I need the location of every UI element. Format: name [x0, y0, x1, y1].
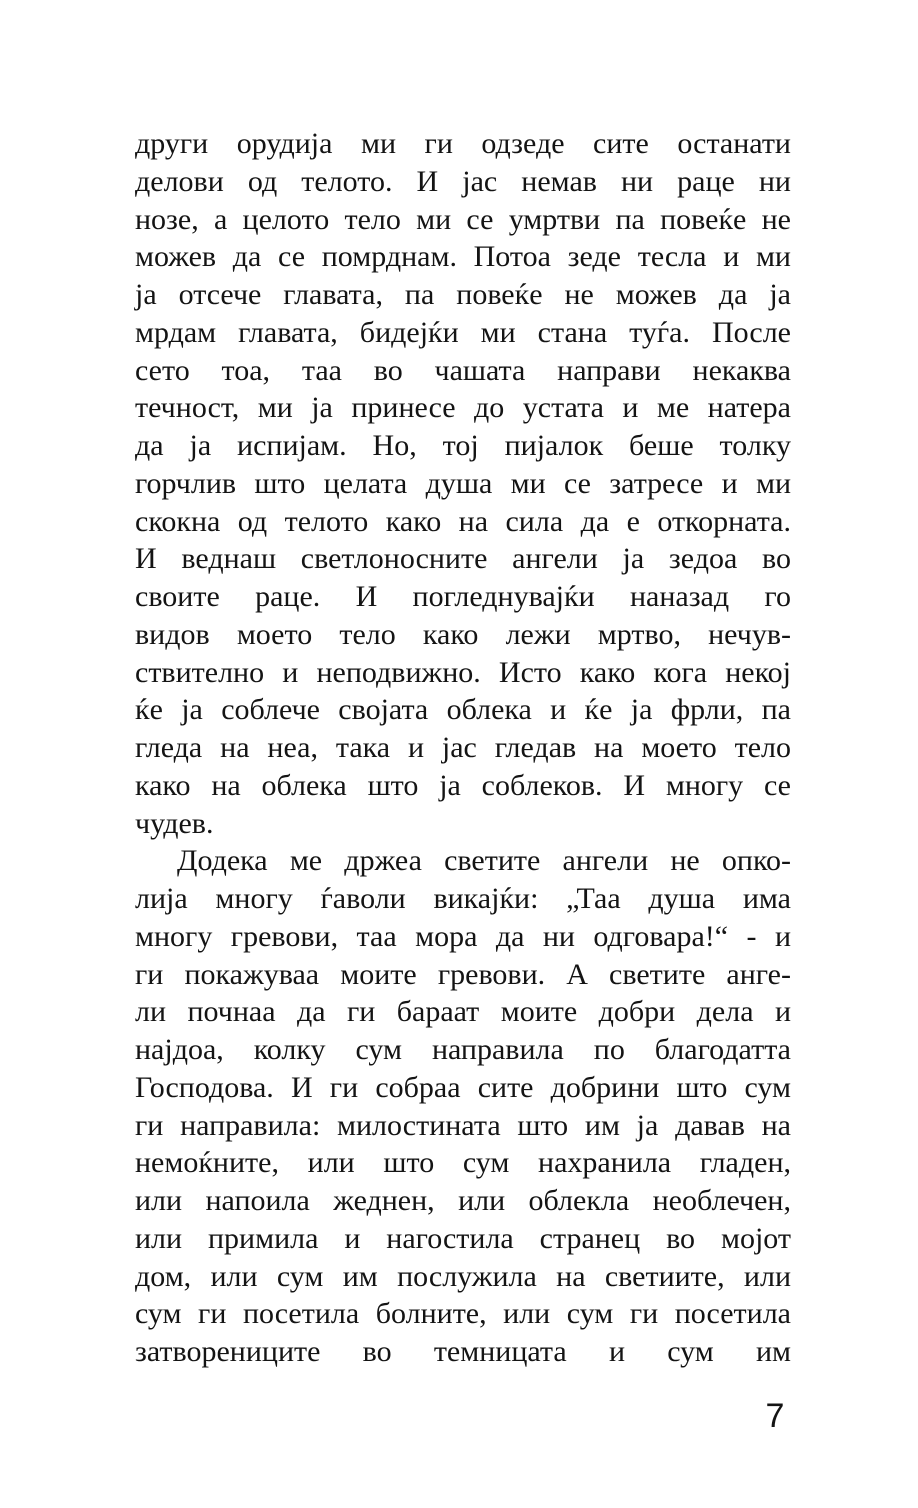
- text-line: дом, или сум им послужила на светиите, или: [135, 1259, 791, 1293]
- text-line: ствително и неподвижно. Исто како кога некој: [135, 655, 791, 689]
- text-line: Господова. И ги собраа сите добрини што сум: [135, 1070, 791, 1104]
- text-line: или примила и нагостила странец во мојот: [135, 1221, 791, 1255]
- text-block: [135, 125, 791, 1371]
- text-line: ги направила: милостината што им ја давав на: [135, 1108, 791, 1142]
- text-line: видов моето тело како лежи мртво, нечув-: [135, 617, 791, 651]
- text-line: да ја испијам. Но, тој пијалок беше толку: [135, 429, 791, 462]
- text-line: најдоа, колку сум направила по благодатта: [135, 1033, 791, 1066]
- text-line: делови од телото. И јас немав ни раце ни: [135, 164, 791, 198]
- text-line: сето тоа, таа во чашата направи некаква: [135, 353, 791, 387]
- text-line: немоќните, или што сум нахранила гладен,: [135, 1146, 791, 1180]
- text-line: нозе, а целото тело ми се умртви па повеќе не: [135, 202, 791, 236]
- text-line: ја отсече главата, па повеќе не можев да ја: [135, 278, 791, 311]
- text-line: други орудија ми ги одзеде сите останати: [135, 127, 791, 160]
- text-line: можев да се помрднам. Потоа зеде тесла и ми: [135, 240, 791, 274]
- text-line: ли почнаа да ги бараат моите добри дела и: [135, 995, 791, 1029]
- text-line: течност, ми ја принесе до устата и ме натера: [135, 391, 791, 425]
- text-line: И веднаш светлоносните ангели ја зедоа во: [135, 542, 791, 576]
- text-line: ги покажуваа моите гревови. А светите анге-: [135, 957, 791, 991]
- text-line: чудев.: [135, 806, 214, 840]
- text-line: своите раце. И погледнувајќи наназад го: [135, 580, 791, 613]
- text-line: затворениците во темницата и сум им: [135, 1335, 791, 1368]
- text-line: сум ги посетила болните, или сум ги посетила: [135, 1297, 791, 1331]
- text-line: Додека ме држеа светите ангели не опко-: [177, 844, 791, 878]
- text-line: скокна од телото како на сила да е откорната.: [135, 504, 791, 538]
- text-line: мрдам главата, бидејќи ми стана туѓа. После: [135, 315, 791, 349]
- text-line: или напоила жеднен, или облекла необлечен,: [135, 1184, 791, 1217]
- page-number: 7: [765, 1397, 785, 1435]
- text-line: ќе ја соблече својата облека и ќе ја фрли, па: [135, 693, 791, 727]
- text-line: многу гревови, таа мора да ни одговара!“ - и: [135, 919, 791, 953]
- text-line: како на облека што ја соблеков. И многу се: [135, 768, 791, 802]
- text-line: гледа на неа, така и јас гледав на моето тело: [135, 731, 791, 764]
- text-line: горчлив што целата душа ми се затресе и ми: [135, 466, 791, 500]
- text-line: лија многу ѓаволи викајќи: „Таа душа има: [135, 882, 791, 915]
